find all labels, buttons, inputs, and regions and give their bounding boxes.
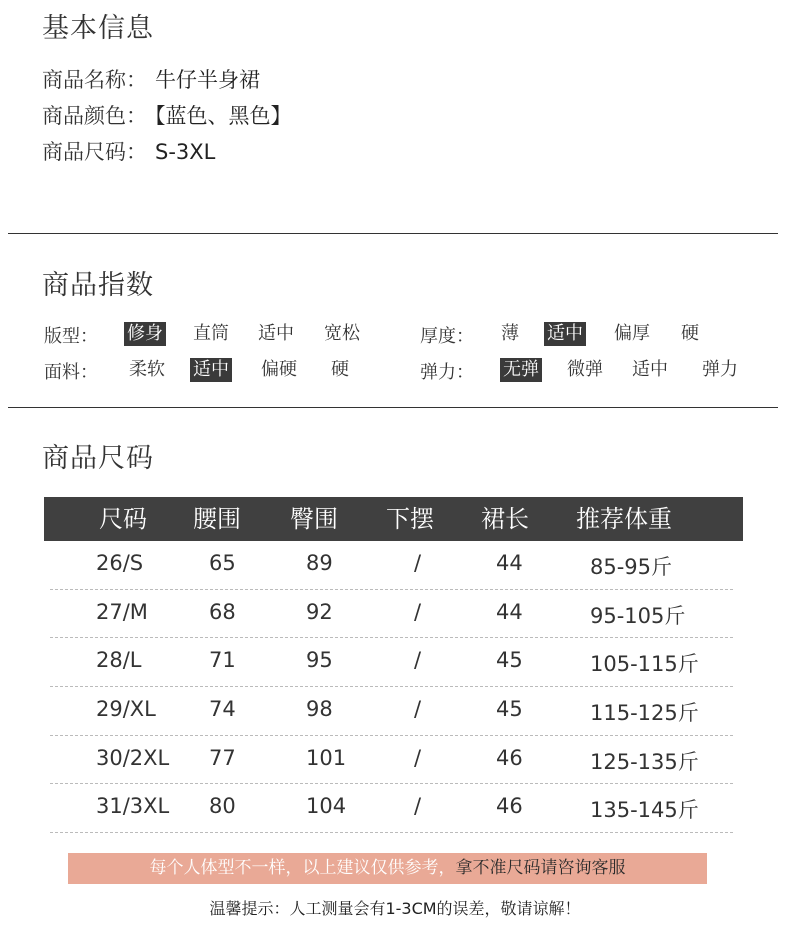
thickness-option: 薄 (501, 323, 519, 344)
cell-hip: 89 (306, 551, 333, 575)
thickness-label: 厚度： (420, 326, 474, 347)
index-title: 商品指数 (42, 270, 154, 301)
cell-hem: / (414, 599, 422, 624)
cell-waist: 77 (209, 745, 236, 770)
header-weight: 推荐体重 (576, 505, 672, 533)
table-row (50, 638, 733, 687)
cell-hem: / (414, 745, 422, 770)
cell-size: 29/XL (96, 697, 156, 722)
product-size-line (42, 136, 215, 166)
thickness-option: 硬 (681, 323, 699, 344)
size-table-body (44, 541, 743, 833)
cell-weight: 125-135斤 (590, 749, 699, 774)
cell-size: 31/3XL (96, 794, 170, 819)
cell-weight: 95-105斤 (590, 603, 686, 628)
fabric-option: 偏硬 (261, 359, 297, 380)
cell-hip: 101 (306, 745, 347, 770)
measurement-tip: 温馨提示：人工测量会有1-3CM的误差，敬请谅解！ (209, 899, 581, 918)
product-size-value: S-3XL (155, 140, 216, 164)
table-row (50, 541, 733, 590)
index-row (44, 358, 764, 384)
cell-hip: 98 (306, 697, 333, 722)
fabric-label: 面料： (44, 362, 98, 383)
fabric-option: 适中 (190, 358, 232, 382)
cell-hem: / (414, 551, 422, 575)
cell-waist: 80 (209, 794, 236, 819)
fit-option: 适中 (258, 323, 294, 344)
header-hip: 臀围 (290, 505, 338, 533)
cell-size: 26/S (96, 551, 144, 575)
header-waist: 腰围 (193, 505, 241, 533)
product-color-line (42, 100, 292, 130)
cell-weight: 85-95斤 (590, 555, 673, 579)
index-row (44, 322, 764, 348)
cell-hip: 104 (306, 794, 347, 819)
fabric-option: 柔软 (129, 359, 165, 380)
table-row (50, 687, 733, 736)
cell-waist: 65 (209, 551, 236, 575)
thickness-option: 适中 (544, 322, 586, 346)
size-table (44, 497, 743, 833)
product-name-line (42, 64, 260, 94)
elasticity-option: 微弹 (567, 359, 603, 380)
cell-length: 45 (496, 648, 523, 673)
notice-text: 每个人体型不一样，以上建议仅供参考， (149, 858, 456, 878)
cell-size: 28/L (96, 648, 142, 673)
table-row (50, 784, 733, 833)
product-color-label: 商品颜色： (42, 104, 147, 128)
size-table-header (44, 497, 743, 541)
cell-length: 46 (496, 745, 523, 770)
header-length: 裙长 (481, 505, 529, 533)
header-size: 尺码 (99, 505, 147, 533)
cell-hem: / (414, 648, 422, 673)
table-row (50, 736, 733, 785)
cell-hem: / (414, 697, 422, 722)
cell-length: 46 (496, 794, 523, 819)
thickness-option: 偏厚 (614, 323, 650, 344)
cell-hip: 95 (306, 648, 333, 673)
divider-top (8, 233, 778, 234)
elasticity-label: 弹力： (420, 362, 474, 383)
cell-hem: / (414, 794, 422, 819)
cell-hip: 92 (306, 599, 333, 624)
size-chart-title: 商品尺码 (42, 443, 154, 474)
fit-option: 宽松 (324, 323, 360, 344)
fabric-option: 硬 (331, 359, 349, 380)
table-row (50, 590, 733, 639)
elasticity-option: 弹力 (702, 359, 738, 380)
cell-weight: 115-125斤 (590, 701, 699, 726)
product-name-value: 牛仔半身裙 (155, 68, 260, 92)
notice-bar (68, 853, 707, 884)
elasticity-option: 适中 (632, 359, 668, 380)
product-size-label: 商品尺码： (42, 140, 147, 164)
header-hem: 下摆 (386, 505, 434, 533)
cell-length: 45 (496, 697, 523, 722)
divider-middle (8, 407, 778, 408)
fit-option: 修身 (124, 322, 166, 346)
cell-waist: 74 (209, 697, 236, 722)
cell-size: 30/2XL (96, 745, 170, 770)
cell-length: 44 (496, 599, 523, 624)
cell-waist: 68 (209, 599, 236, 624)
basic-info-title: 基本信息 (42, 13, 154, 44)
product-color-value: 【蓝色、黑色】 (155, 104, 292, 128)
fit-option: 直筒 (193, 323, 229, 344)
cell-waist: 71 (209, 648, 236, 673)
cell-weight: 105-115斤 (590, 652, 699, 677)
product-name-label: 商品名称： (42, 68, 147, 92)
notice-highlight: 拿不准尺码请咨询客服 (455, 858, 626, 878)
cell-length: 44 (496, 551, 523, 575)
fit-label: 版型： (44, 326, 98, 347)
cell-size: 27/M (96, 599, 148, 624)
cell-weight: 135-145斤 (590, 798, 699, 823)
elasticity-option: 无弹 (500, 358, 542, 382)
